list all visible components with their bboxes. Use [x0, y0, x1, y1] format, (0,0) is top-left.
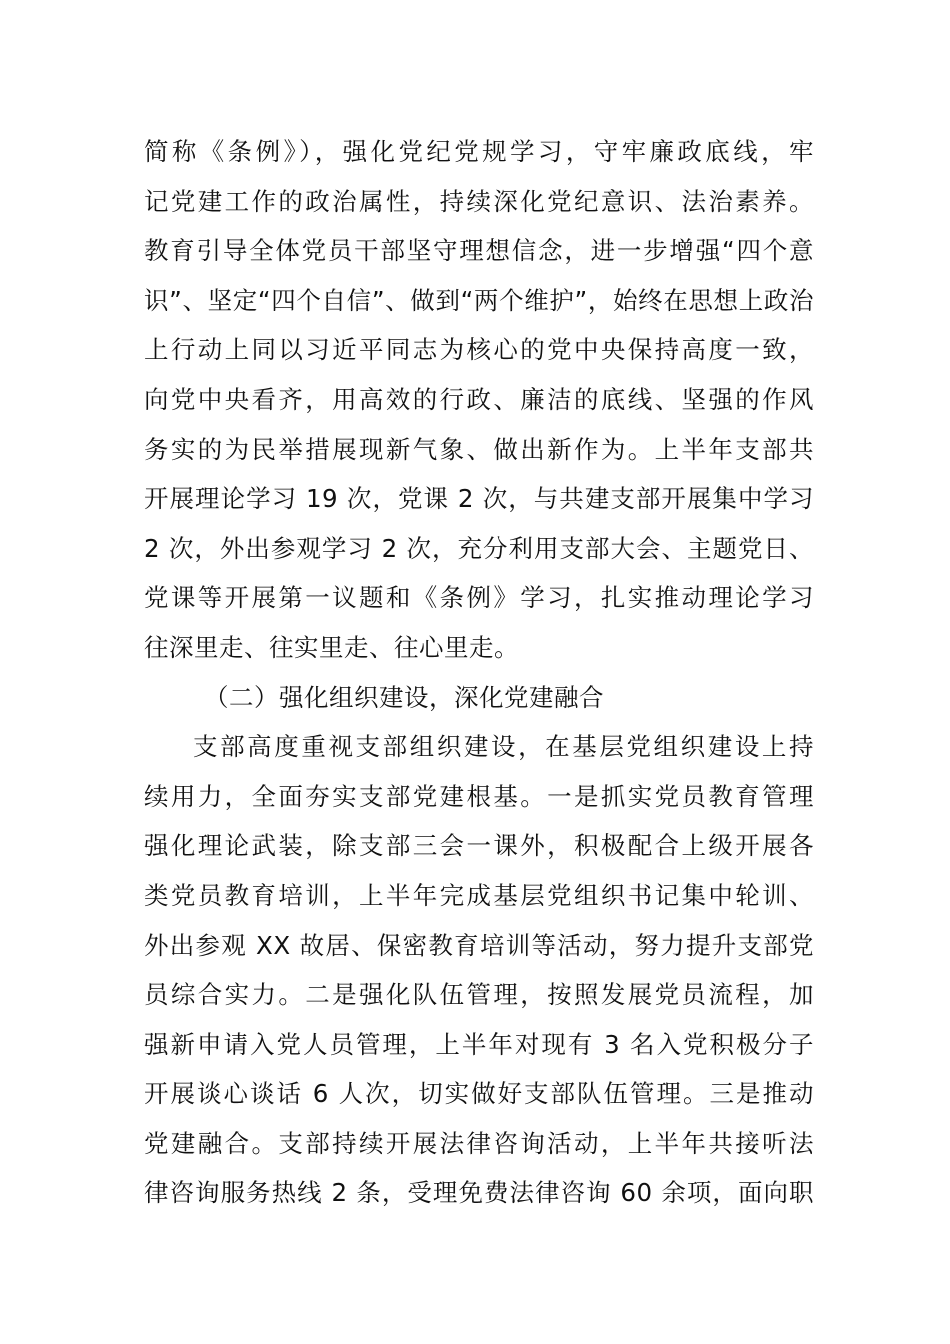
paragraph-line: 强新申请入党人员管理，上半年对现有 3 名入党积极分子 [144, 1029, 814, 1059]
document-body [144, 127, 814, 1218]
paragraph-line: 外出参观 XX 故居、保密教育培训等活动，努力提升支部党 [144, 930, 814, 960]
paragraph-line: 开展理论学习 19 次，党课 2 次，与共建支部开展集中学习 [144, 484, 814, 514]
paragraph-line: 务实的为民举措展现新气象、做出新作为。上半年支部共 [144, 434, 814, 464]
paragraph-line: 识”、坚定“四个自信”、做到“两个维护”，始终在思想上政治 [144, 285, 814, 315]
paragraph-line: 教育引导全体党员干部坚守理想信念，进一步增强“四个意 [144, 236, 814, 266]
paragraph-line: 支部高度重视支部组织建设，在基层党组织建设上持 [193, 732, 814, 762]
paragraph-line: 党课等开展第一议题和《条例》学习，扎实推动理论学习 [144, 583, 814, 613]
paragraph-line: 强化理论武装，除支部三会一课外，积极配合上级开展各 [144, 831, 814, 861]
paragraph-line: 类党员教育培训，上半年完成基层党组织书记集中轮训、 [144, 880, 814, 910]
paragraph-line: 员综合实力。二是强化队伍管理，按照发展党员流程，加 [144, 980, 814, 1010]
paragraph-line: 简称《条例》），强化党纪党规学习，守牢廉政底线，牢 [144, 137, 814, 166]
paragraph-line: 律咨询服务热线 2 条，受理免费法律咨询 60 余项，面向职 [144, 1178, 814, 1208]
paragraph-line: 开展谈心谈话 6 人次，切实做好支部队伍管理。三是推动 [144, 1079, 814, 1109]
paragraph-line: 党建融合。支部持续开展法律咨询活动，上半年共接听法 [144, 1128, 814, 1158]
paragraph-line: 上行动上同以习近平同志为核心的党中央保持高度一致， [144, 335, 814, 365]
paragraph-line: 续用力，全面夯实支部党建根基。一是抓实党员教育管理 [144, 781, 814, 811]
paragraph-line: 向党中央看齐，用高效的行政、廉洁的底线、坚强的作风 [144, 384, 814, 414]
paragraph-line: 记党建工作的政治属性，持续深化党纪意识、法治素养。 [144, 186, 814, 216]
paragraph-line: 往深里走、往实里走、往心里走。 [144, 632, 519, 662]
paragraph-line: 2 次，外出参观学习 2 次，充分利用支部大会、主题党日、 [144, 533, 814, 563]
section-heading: （二）强化组织建设，深化党建融合 [204, 682, 604, 712]
